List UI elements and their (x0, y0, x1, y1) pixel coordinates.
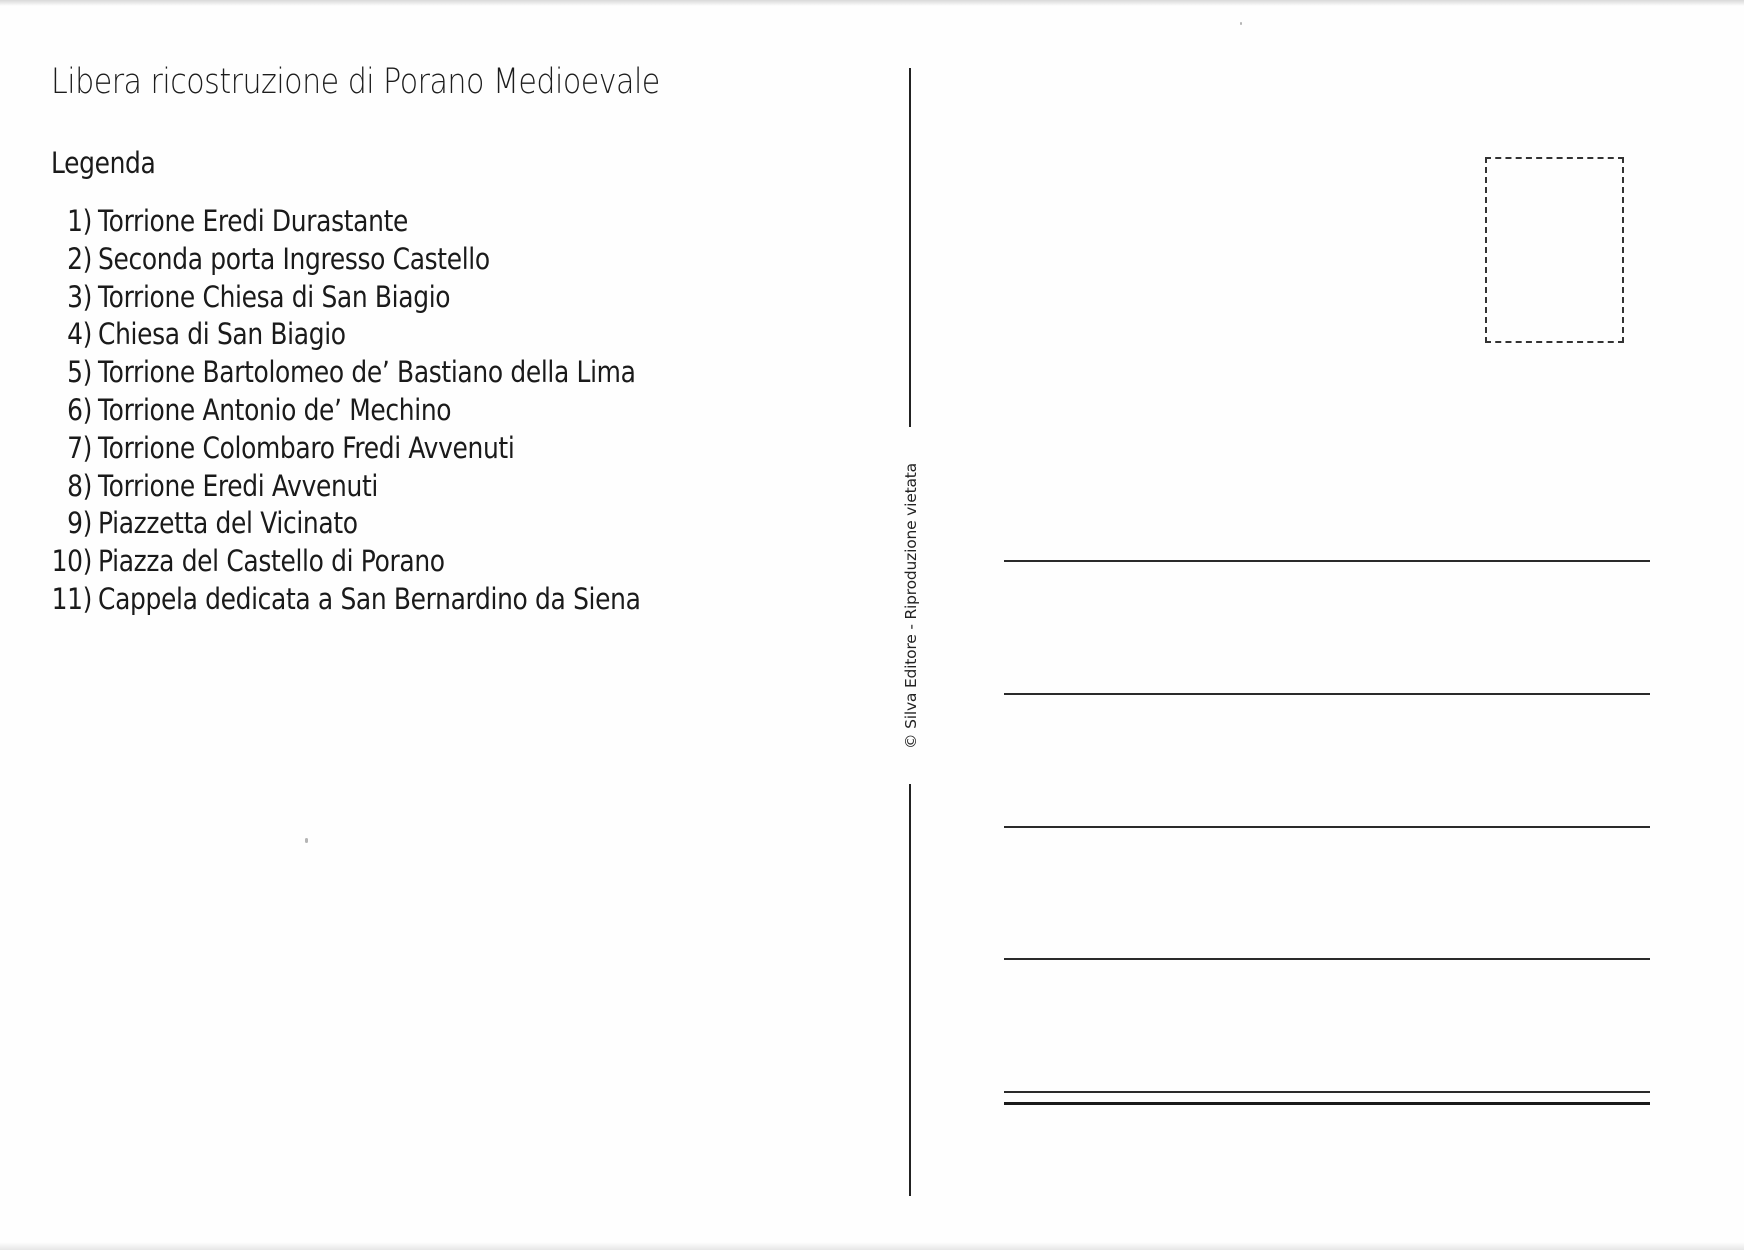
copyright-notice: © Silva Editore - Riproduzione vietata (902, 463, 920, 749)
address-line (1004, 826, 1650, 828)
address-line-double (1004, 1102, 1650, 1105)
scan-speck (1240, 22, 1242, 25)
legend-item (44, 430, 515, 468)
legend-item (44, 354, 636, 392)
legend-item-number: 5) (67, 355, 92, 390)
legend-list (44, 203, 641, 619)
legend-item-number: 1) (67, 204, 92, 238)
legend-item-text: Piazza del Castello di Porano (98, 544, 445, 579)
stamp-box (1485, 157, 1624, 343)
legend-item-text: Chiesa di San Biagio (98, 317, 346, 352)
legend-item (44, 543, 445, 581)
legend-item-text: Torrione Colombaro Fredi Avvenuti (98, 430, 515, 465)
legend-item-number: 7) (67, 430, 92, 465)
legend-item-number: 10) (51, 544, 92, 579)
legend-item-number: 2) (67, 241, 92, 276)
center-divider-lower (909, 784, 911, 1196)
legend-item (44, 279, 451, 317)
address-line (1004, 958, 1650, 960)
legend-item-number: 11) (51, 581, 92, 616)
legend-item (44, 241, 490, 279)
legend-item-number: 9) (67, 506, 92, 541)
legend-item (44, 316, 346, 354)
legend-item (44, 203, 409, 241)
legend-item-text: Piazzetta del Vicinato (98, 506, 358, 541)
legend-item (44, 505, 358, 543)
legend-item-text: Torrione Eredi Avvenuti (98, 468, 378, 503)
scan-edge-top (0, 0, 1744, 6)
legend-heading: Legenda (51, 146, 156, 180)
card-title: Libera ricostruzione di Porano Medioevale (51, 62, 660, 102)
address-line (1004, 560, 1650, 562)
legend-item (44, 392, 452, 430)
legend-item-number: 8) (67, 468, 92, 503)
legend-item-text: Torrione Chiesa di San Biagio (98, 279, 451, 314)
scan-speck (305, 838, 308, 843)
address-line (1004, 1091, 1650, 1093)
address-line (1004, 693, 1650, 695)
legend-item-number: 6) (67, 392, 92, 427)
legend-item-text: Cappela dedicata a San Bernardino da Siena (98, 581, 641, 616)
legend-item-text: Torrione Bartolomeo de’ Bastiano della Lima (98, 355, 636, 390)
legend-item (44, 468, 378, 506)
legend-item (44, 581, 641, 619)
scan-edge-bottom (0, 1242, 1744, 1250)
center-divider-upper (909, 68, 911, 427)
legend-item-number: 4) (67, 317, 92, 352)
legend-item-text: Torrione Eredi Durastante (98, 204, 409, 238)
legend-item-text: Seconda porta Ingresso Castello (98, 241, 490, 276)
legend-item-text: Torrione Antonio de’ Mechino (98, 392, 452, 427)
legend-item-number: 3) (67, 279, 92, 314)
